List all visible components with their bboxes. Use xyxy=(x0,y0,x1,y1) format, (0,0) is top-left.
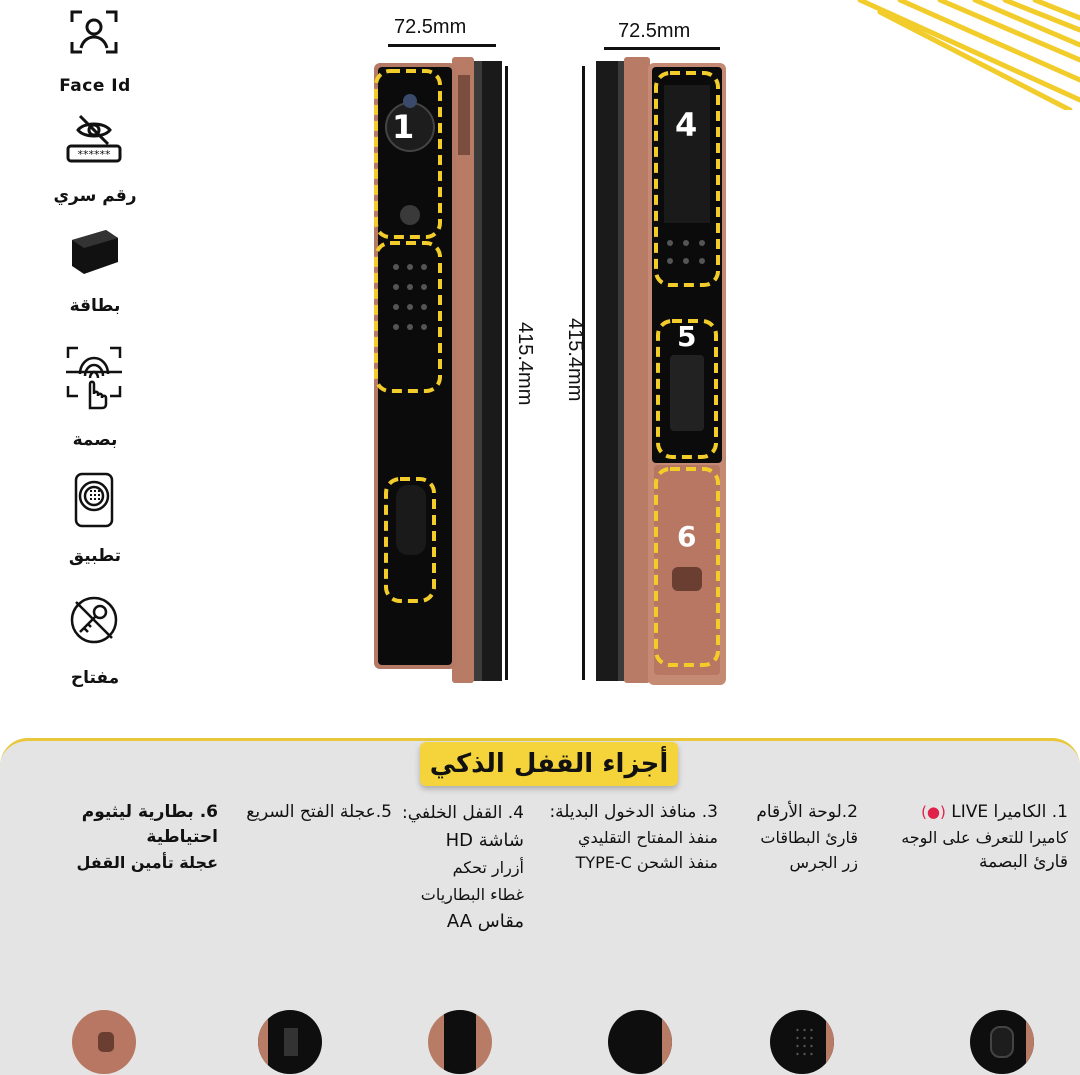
width-bar-left xyxy=(388,44,496,47)
feature-label-card: بطاقة xyxy=(69,296,121,316)
feature-label-face-id: Face Id xyxy=(59,76,131,96)
zone-number-5: 5 xyxy=(677,320,697,353)
feature-label-password: رقم سري xyxy=(53,186,137,206)
part-5-heading: 5.عجلة الفتح السريع xyxy=(246,802,392,822)
fingerprint-icon xyxy=(66,346,122,410)
part-2-heading: 2.لوحة الأرقام xyxy=(756,802,858,822)
height-bar-left xyxy=(505,66,508,680)
feature-label-app: تطبيق xyxy=(68,546,122,566)
part-4-line-1: شاشة HD xyxy=(445,830,524,851)
thumb-part-4 xyxy=(428,1010,492,1074)
width-dimension-right: 72.5mm xyxy=(618,20,691,42)
svg-text:******: ****** xyxy=(77,148,111,161)
zone-number-1: 1 xyxy=(392,108,415,146)
thumb-part-5 xyxy=(258,1010,322,1074)
yellow-rays-decoration xyxy=(840,0,1080,110)
part-6 xyxy=(8,800,218,875)
thumb-part-1 xyxy=(970,1010,1034,1074)
part-6-line-1: عجلة تأمين القفل xyxy=(76,853,218,872)
card-icon xyxy=(66,226,122,278)
part-6-heading: 6. بطارية ليثيوم احتياطية xyxy=(81,802,218,847)
feature-label-fingerprint: بصمة xyxy=(72,430,118,450)
part-3-line-2: منفذ الشحن TYPE-C xyxy=(575,853,718,872)
part-3-heading: 3. منافذ الدخول البديلة: xyxy=(549,802,718,822)
part-2 xyxy=(708,800,858,875)
feature-label-key: مفتاح xyxy=(70,668,120,688)
part-4-line-4: مقاس AA xyxy=(446,911,524,932)
height-dimension-left: 415.4mm xyxy=(514,322,536,406)
part-2-line-2: زر الجرس xyxy=(789,853,858,872)
thumb-part-2 xyxy=(770,1010,834,1074)
part-4 xyxy=(384,800,524,935)
face-id-icon xyxy=(66,6,122,58)
part-2-line-1: قارئ البطاقات xyxy=(760,828,858,847)
part-4-heading: 4. القفل الخلفي: xyxy=(401,803,524,823)
parts-panel xyxy=(0,738,1080,1075)
part-1 xyxy=(868,800,1068,875)
zone-number-4: 4 xyxy=(675,106,698,144)
live-signal-icon: (●) xyxy=(921,803,946,821)
width-dimension-left: 72.5mm xyxy=(394,16,467,38)
lock-back-view xyxy=(592,55,732,695)
part-3-line-1: منفذ المفتاح التقليدي xyxy=(577,828,718,847)
password-icon xyxy=(66,112,122,164)
thumb-part-3 xyxy=(608,1010,672,1074)
part-4-line-2: أزرار تحكم xyxy=(452,858,524,877)
app-phone-icon xyxy=(66,470,122,530)
part-4-line-3: غطاء البطاريات xyxy=(420,885,524,904)
lock-front-view xyxy=(370,55,510,695)
part-1-line-2: قارئ البصمة xyxy=(979,852,1068,872)
part-1-line-1: كاميرا للتعرف على الوجه xyxy=(901,828,1068,847)
thumb-part-6 xyxy=(72,1010,136,1074)
zone-number-6: 6 xyxy=(677,520,697,553)
key-icon xyxy=(66,594,122,646)
part-1-heading: 1. الكاميرا LIVE xyxy=(951,802,1068,822)
height-dimension-right: 415.4mm xyxy=(564,318,586,402)
width-bar-right xyxy=(604,47,720,50)
part-5 xyxy=(222,800,392,825)
panel-title: أجزاء القفل الذكي xyxy=(420,742,678,786)
part-3 xyxy=(518,800,718,875)
